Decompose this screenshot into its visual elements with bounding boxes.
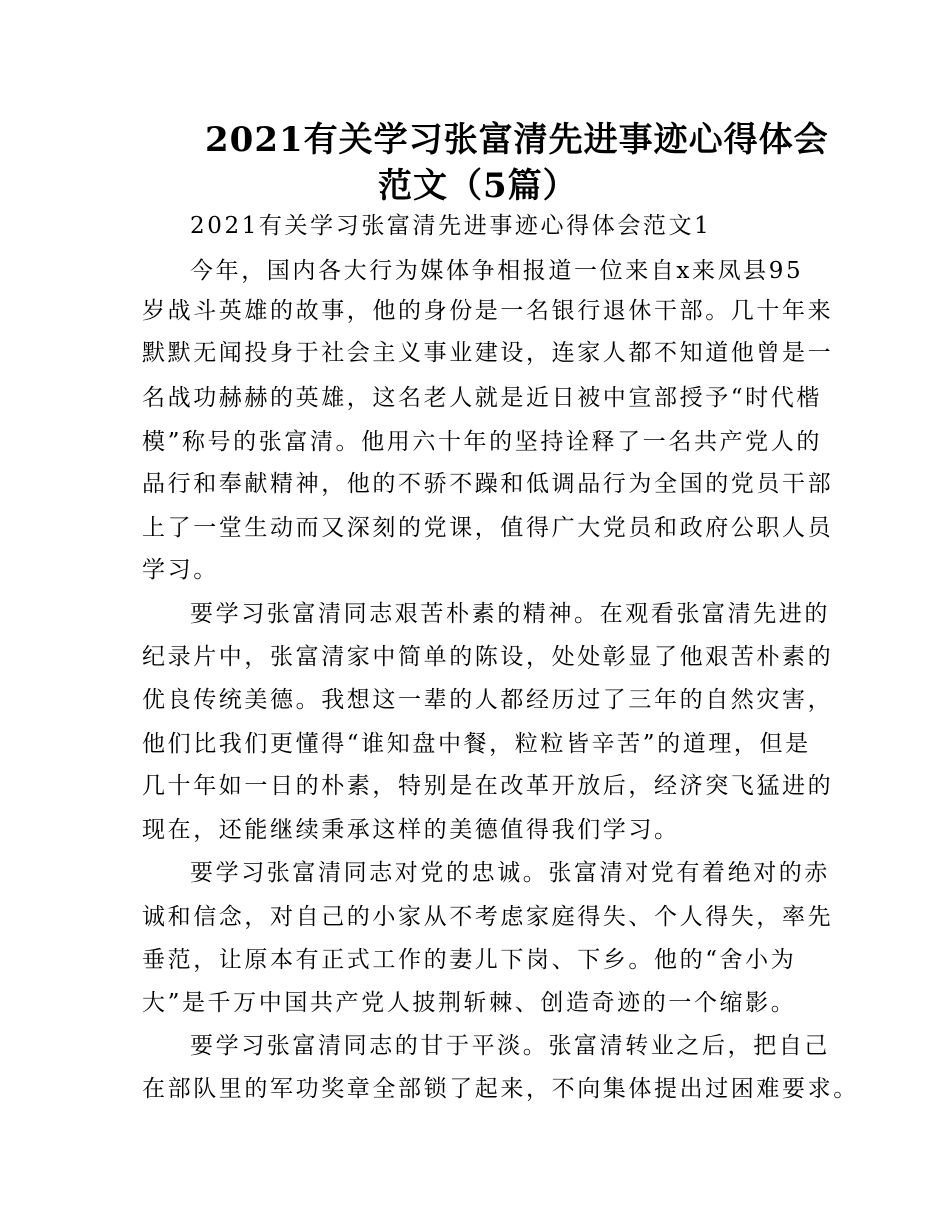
paragraph-line: 在部队里的军功奖章全部锁了起来，不向集体提出过困难要求。 xyxy=(142,1076,859,1102)
paragraph-line: 诚和信念，对自己的小家从不考虑家庭得失、个人得失，率先 xyxy=(142,904,834,930)
paragraph-line: 名战功赫赫的英雄，这名老人就是近日被中宣部授予“时代楷 xyxy=(142,385,822,411)
paragraph-line: 纪录片中，张富清家中简单的陈设，处处彰显了他艰苦朴素的 xyxy=(142,644,834,670)
paragraph-line: 要学习张富清同志的甘于平淡。张富清转业之后，把自己 xyxy=(190,1033,830,1059)
paragraph-line: 几十年如一日的朴素，特别是在改革开放后，经济突飞猛进的 xyxy=(142,773,834,799)
document-title: 2021有关学习张富清先进事迹心得体会 xyxy=(205,120,829,160)
paragraph-line: 他们比我们更懂得“谁知盘中餐，粒粒皆辛苦”的道理，但是 xyxy=(142,731,811,757)
paragraph-line: 岁战斗英雄的故事，他的身份是一名银行退休干部。几十年来 xyxy=(142,298,834,324)
paragraph-line: 垂范，让原本有正式工作的妻儿下岗、下乡。他的“舍小为 xyxy=(142,947,797,973)
paragraph-line: 品行和奉献精神，他的不骄不躁和低调品行为全国的党员干部 xyxy=(142,471,834,497)
paragraph-line: 要学习张富清同志艰苦朴素的精神。在观看张富清先进的 xyxy=(190,601,830,627)
paragraph-line: 学习。 xyxy=(142,557,219,583)
paragraph-line: 要学习张富清同志对党的忠诚。张富清对党有着绝对的赤 xyxy=(190,860,830,886)
paragraph-line: 优良传统美德。我想这一辈的人都经历过了三年的自然灾害， xyxy=(142,687,834,713)
paragraph-line: 大”是千万中国共产党人披荆斩棘、创造奇迹的一个缩影。 xyxy=(142,990,797,1016)
paragraph-line: 上了一堂生动而又深刻的党课，值得广大党员和政府公职人员 xyxy=(142,515,834,541)
document-title-continued: 范文（5篇） xyxy=(378,166,578,206)
paragraph-line: 模”称号的张富清。他用六十年的坚持诠释了一名共产党人的 xyxy=(142,429,822,455)
section-heading: 2021有关学习张富清先进事迹心得体会范文1 xyxy=(190,213,712,239)
paragraph-line: 现在，还能继续秉承这样的美德值得我们学习。 xyxy=(142,817,680,843)
paragraph-line: 今年，国内各大行为媒体争相报道一位来自x来凤县95 xyxy=(190,258,804,284)
paragraph-line: 默默无闻投身于社会主义事业建设，连家人都不知道他曾是一 xyxy=(142,340,834,366)
